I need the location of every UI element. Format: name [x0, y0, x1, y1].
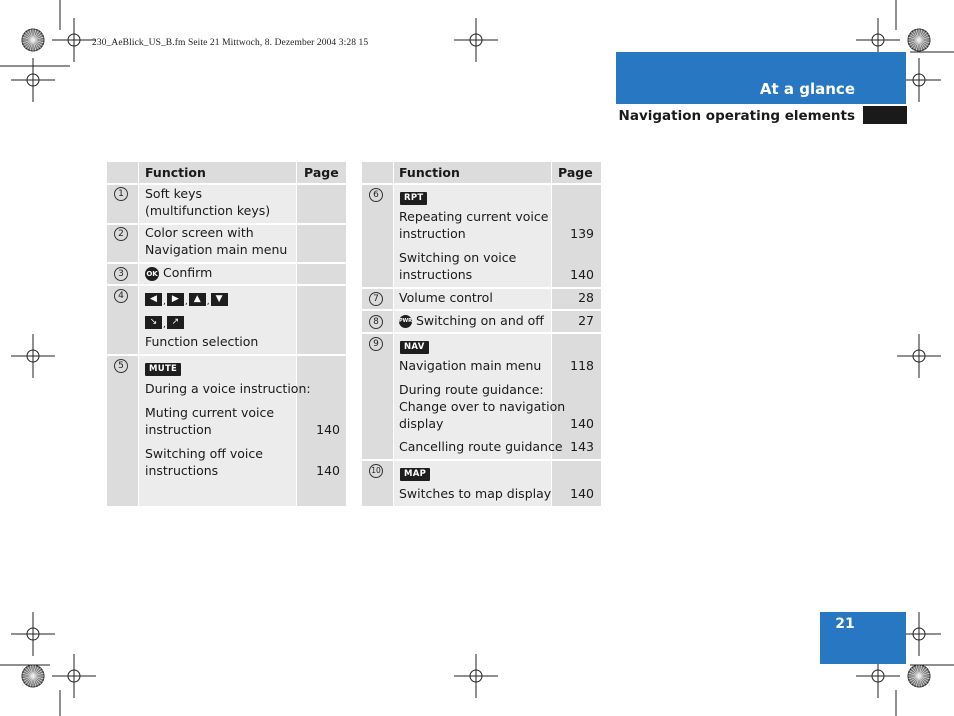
- function-text: During a voice instruction:: [145, 381, 311, 396]
- function-text: Switching off voice: [145, 446, 263, 461]
- header-function: [139, 162, 296, 183]
- rpt-key-icon: RPT: [400, 192, 427, 205]
- item-number: 8: [369, 315, 383, 329]
- function-text: instructions: [399, 267, 473, 282]
- page-reference: 143: [570, 439, 594, 454]
- function-text: Cancelling route guidance: [399, 439, 563, 454]
- function-text: Volume control: [399, 290, 493, 305]
- arrow-down-icon: ▼: [211, 293, 228, 306]
- function-text: Navigation main menu: [145, 242, 288, 257]
- header-num-cell: [107, 162, 138, 183]
- function-text: Soft keys: [145, 186, 203, 201]
- header-page: [552, 162, 601, 183]
- item-number: 4: [114, 289, 128, 303]
- function-text: instruction: [399, 226, 466, 241]
- page-reference: 140: [570, 416, 594, 431]
- function-text: instruction: [145, 422, 212, 437]
- function-text: Switches to map display: [399, 486, 552, 501]
- page-reference: 140: [316, 422, 340, 437]
- function-text: Color screen with: [145, 225, 254, 240]
- file-info-line: 230_AeBlick_US_B.fm Seite 21 Mittwoch, 8. Dezember 2004 3:28 15: [92, 38, 369, 48]
- function-text: Switching on voice: [399, 250, 517, 265]
- function-text: instructions: [145, 463, 219, 478]
- page-reference: 118: [570, 358, 594, 373]
- function-text: Navigation main menu: [399, 358, 542, 373]
- column-header-page: Page: [304, 165, 339, 180]
- page-reference: 140: [570, 486, 594, 501]
- page-number: 21: [835, 616, 855, 632]
- function-text: Function selection: [145, 334, 259, 349]
- arrow-right-icon: ▶: [167, 293, 184, 306]
- table-row: [107, 356, 138, 506]
- header-page: [297, 162, 346, 183]
- page-reference: 139: [570, 226, 594, 241]
- subsection-title: Navigation operating elements: [618, 108, 855, 124]
- header-num-cell: [362, 162, 393, 183]
- page-reference: 140: [316, 463, 340, 478]
- page-reference: 27: [578, 313, 594, 328]
- column-header-function: Function: [399, 165, 460, 180]
- function-text: (multifunction keys): [145, 203, 271, 218]
- table-right: [362, 162, 601, 506]
- mute-key-icon: MUTE: [145, 363, 181, 376]
- function-text: Repeating current voice: [399, 209, 549, 224]
- function-text: Change over to navigation: [399, 399, 566, 414]
- power-button-icon: PWR: [399, 315, 412, 328]
- item-number: 7: [369, 292, 383, 306]
- item-number: 3: [114, 267, 128, 281]
- map-key-icon: MAP: [400, 468, 430, 481]
- subsection-bar: [863, 106, 907, 124]
- function-text: During route guidance:: [399, 382, 544, 397]
- function-text: Confirm: [162, 265, 213, 280]
- item-number: 9: [369, 337, 383, 351]
- arrow-diagonal-down-icon: ↘: [145, 316, 162, 329]
- arrow-up-icon: ▲: [189, 293, 206, 306]
- section-title: At a glance: [759, 80, 855, 98]
- item-number: 10: [369, 464, 383, 478]
- function-text: Switching on and off: [415, 313, 544, 328]
- nav-key-icon: NAV: [400, 341, 429, 354]
- item-number: 1: [114, 187, 128, 201]
- column-header-page: Page: [558, 165, 593, 180]
- table-left: Function Page 1 Soft keys (multifunction keys) 2 Color screen with Navigation main menu 3 OK Confirm 4 ◀ , ▶ , ▲ , ▼ ↘ , ↗ Function selection 5 MUTE During a voice instruction: Muting current voice instruction 140 Switching off voice instructions 140: [107, 162, 346, 506]
- function-text: Muting current voice: [145, 405, 275, 420]
- item-number: 6: [369, 188, 383, 202]
- ok-button-icon: OK: [145, 267, 159, 281]
- arrow-diagonal-up-icon: ↗: [167, 316, 184, 329]
- column-header-function: Function: [145, 165, 206, 180]
- function-text: display: [399, 416, 444, 431]
- table-row: [362, 334, 393, 459]
- arrow-left-icon: ◀: [145, 293, 162, 306]
- item-number: 5: [114, 359, 128, 373]
- page-reference: 140: [570, 267, 594, 282]
- header-function: [394, 162, 551, 183]
- page-reference: 28: [578, 290, 594, 305]
- item-number: 2: [114, 227, 128, 241]
